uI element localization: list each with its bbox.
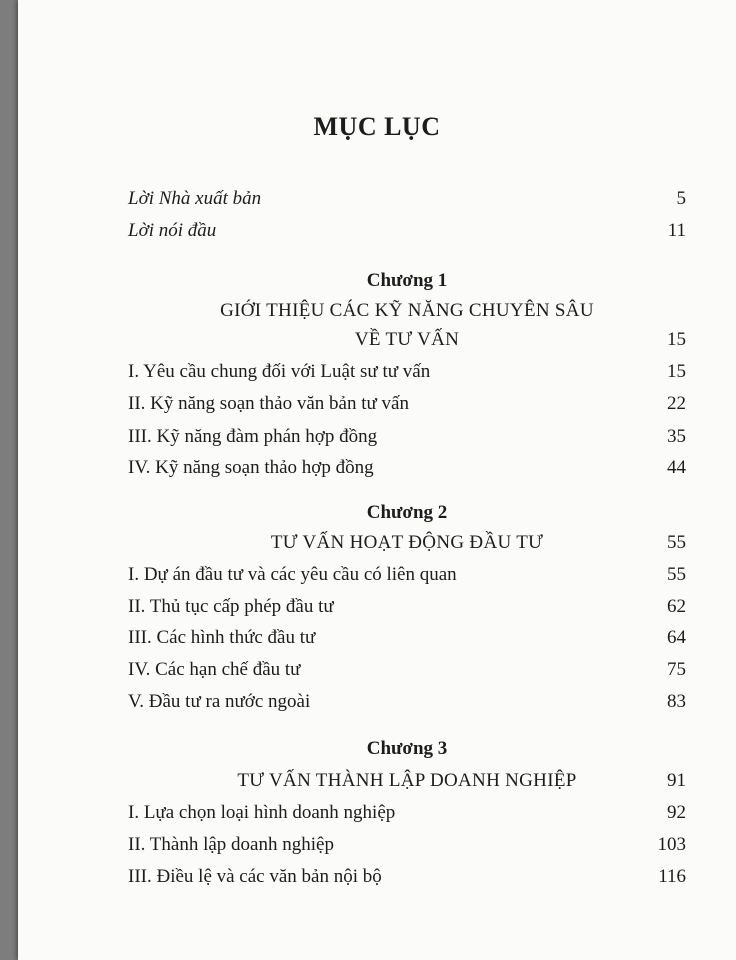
- toc-entry-text: IV. Các hạn chế đầu tư: [128, 659, 301, 680]
- chapter-2-label: [128, 500, 686, 526]
- toc-entry-page: 44: [667, 457, 686, 478]
- toc-entry-page: 11: [667, 220, 686, 241]
- toc-entry-foreword: [128, 218, 686, 244]
- toc-entry-text: V. Đầu tư ra nước ngoài: [128, 691, 311, 712]
- chapter-label: Chương 2: [366, 502, 448, 523]
- toc-entry-text: I. Yêu cầu chung đối với Luật sư tư vấn: [128, 361, 431, 382]
- toc-entry-page: 83: [667, 691, 686, 712]
- toc-entry-text: Lời nói đầu: [128, 220, 217, 241]
- chapter-title: TƯ VẤN HOẠT ĐỘNG ĐẦU TƯ: [270, 532, 544, 553]
- toc-entry-text: I. Lựa chọn loại hình doanh nghiệp: [128, 802, 396, 823]
- toc-entry: [128, 800, 686, 826]
- toc-entry: [128, 359, 686, 385]
- toc-entry-text: IV. Kỹ năng soạn thảo hợp đồng: [128, 457, 374, 478]
- toc-entry: [128, 562, 686, 588]
- book-page: [18, 0, 736, 960]
- toc-entry: [128, 657, 686, 683]
- chapter-page: 55: [667, 532, 686, 553]
- chapter-title: VỀ TƯ VẤN: [354, 329, 460, 350]
- toc-entry-page: 64: [667, 627, 686, 648]
- toc-entry-page: 55: [667, 564, 686, 585]
- toc-entry: [128, 424, 686, 450]
- chapter-1-label: [128, 268, 686, 294]
- chapter-3-title: [128, 768, 686, 794]
- chapter-page: 15: [667, 329, 686, 350]
- chapter-label: Chương 3: [366, 738, 448, 759]
- toc-entry-page: 92: [667, 802, 686, 823]
- toc-entry: [128, 689, 686, 715]
- toc-entry-text: II. Thủ tục cấp phép đầu tư: [128, 596, 334, 617]
- toc-entry: [128, 455, 686, 481]
- chapter-title: GIỚI THIỆU CÁC KỸ NĂNG CHUYÊN SÂU: [220, 300, 594, 321]
- toc-entry: [128, 391, 686, 417]
- toc-entry: [128, 625, 686, 651]
- chapter-1-title-line1: [128, 298, 686, 324]
- toc-entry: [128, 594, 686, 620]
- chapter-3-label: [128, 736, 686, 762]
- chapter-1-title-line2: [128, 327, 686, 353]
- toc-entry-page: 62: [667, 596, 686, 617]
- toc-entry-publisher-note: [128, 186, 686, 212]
- toc-entry-page: 75: [667, 659, 686, 680]
- toc-entry-text: II. Thành lập doanh nghiệp: [128, 834, 334, 855]
- toc-entry-text: Lời Nhà xuất bản: [128, 188, 262, 209]
- toc-entry-text: II. Kỹ năng soạn thảo văn bản tư vấn: [128, 393, 409, 414]
- toc-entry-page: 5: [676, 188, 686, 209]
- toc-entry-text: III. Các hình thức đầu tư: [128, 627, 316, 648]
- toc-entry: [128, 864, 686, 890]
- chapter-title: TƯ VẤN THÀNH LẬP DOANH NGHIỆP: [237, 770, 577, 791]
- toc-entry-page: 103: [657, 834, 686, 855]
- chapter-2-title: [128, 530, 686, 556]
- toc-entry-text: III. Kỹ năng đàm phán hợp đồng: [128, 426, 378, 447]
- toc-entry-text: III. Điều lệ và các văn bản nội bộ: [128, 866, 382, 887]
- toc-entry: [128, 832, 686, 858]
- chapter-page: 91: [667, 770, 686, 791]
- toc-entry-text: I. Dự án đầu tư và các yêu cầu có liên quan: [128, 564, 457, 585]
- toc-entry-page: 15: [667, 361, 686, 382]
- chapter-label: Chương 1: [366, 270, 448, 291]
- page-title: MỤC LỤC: [313, 112, 441, 141]
- toc-entry-page: 22: [667, 393, 686, 414]
- toc-entry-page: 116: [658, 866, 686, 887]
- toc-entry-page: 35: [667, 426, 686, 447]
